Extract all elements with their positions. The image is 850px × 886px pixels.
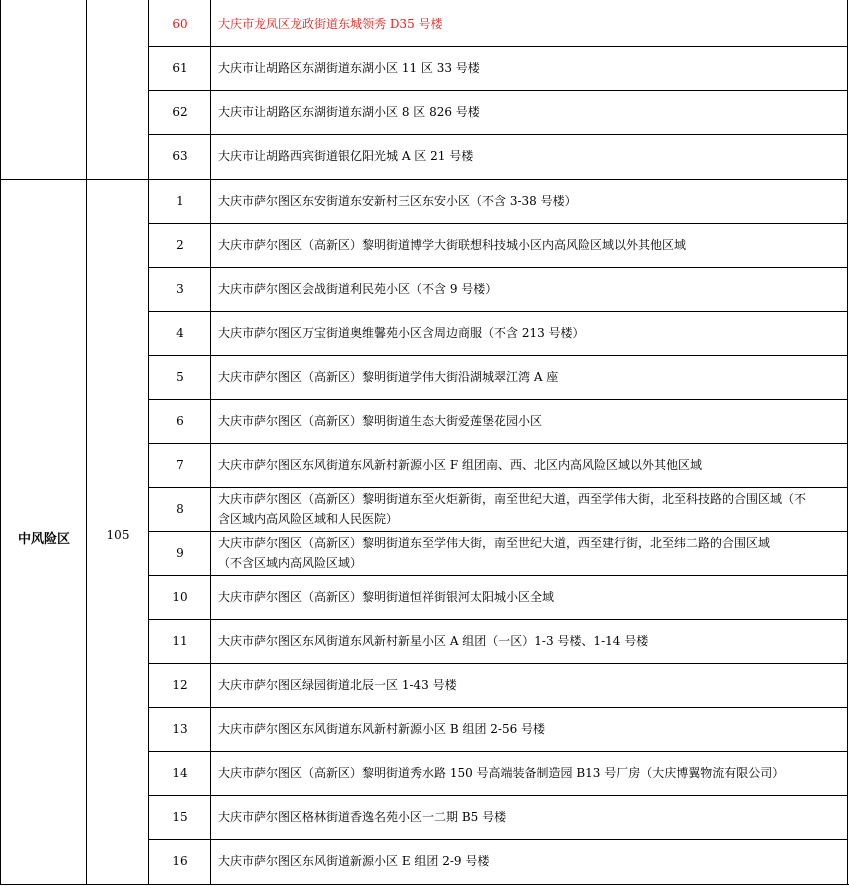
row-divider xyxy=(148,751,848,752)
row-address: 大庆市萨尔图区（高新区）黎明街道博学大街联想科技城小区内高风险区域以外其他区域 xyxy=(218,238,687,252)
row-address-line1: 大庆市萨尔图区（高新区）黎明街道东至火炬新街，南至世纪大道，西至学伟大街，北至科技路的合围区域（不 xyxy=(218,492,807,506)
row-divider xyxy=(148,355,848,356)
row-divider xyxy=(148,90,848,91)
row-address: 大庆市萨尔图区（高新区）黎明街道恒祥街银河太阳城小区全域 xyxy=(218,590,555,604)
row-number: 6 xyxy=(176,414,184,428)
col-divider-1 xyxy=(86,0,87,884)
row-address-line2: 含区域内高风险区域和人民医院） xyxy=(218,512,399,526)
row-number: 13 xyxy=(172,722,188,736)
row-number: 4 xyxy=(176,326,184,340)
row-divider xyxy=(148,707,848,708)
row-divider xyxy=(148,134,848,135)
row-number: 8 xyxy=(176,502,184,516)
row-address: 大庆市萨尔图区格林街道香逸名苑小区一二期 B5 号楼 xyxy=(218,810,507,824)
row-number: 60 xyxy=(172,17,188,31)
row-address-line2: （不含区域内高风险区域） xyxy=(218,556,363,570)
row-address: 大庆市萨尔图区绿园街道北辰一区 1-43 号楼 xyxy=(218,678,457,692)
row-number: 14 xyxy=(172,766,188,780)
row-number: 63 xyxy=(172,149,188,163)
row-number: 61 xyxy=(172,61,188,75)
row-divider xyxy=(148,487,848,488)
row-divider xyxy=(148,223,848,224)
row-address: 大庆市萨尔图区（高新区）黎明街道学伟大街沿湖城翠江湾 A 座 xyxy=(218,370,559,384)
row-divider xyxy=(148,619,848,620)
row-address: 大庆市萨尔图区万宝街道奥维馨苑小区含周边商服（不含 213 号楼） xyxy=(218,326,585,340)
row-address: 大庆市萨尔图区东风街道东风新村新源小区 B 组团 2-56 号楼 xyxy=(218,722,546,736)
row-number: 1 xyxy=(176,194,184,208)
row-number: 3 xyxy=(176,282,184,296)
row-divider xyxy=(148,839,848,840)
row-number: 62 xyxy=(172,105,188,119)
row-number: 11 xyxy=(172,634,188,648)
row-number: 15 xyxy=(172,810,188,824)
row-address: 大庆市萨尔图区东风街道东风新村新源小区 F 组团南、西、北区内高风险区域以外其他区域 xyxy=(218,458,702,472)
row-address: 大庆市让胡路西宾街道银亿阳光城 A 区 21 号楼 xyxy=(218,149,474,163)
row-divider xyxy=(148,795,848,796)
row-address-line1: 大庆市萨尔图区（高新区）黎明街道东至学伟大街，南至世纪大道，西至建行街，北至纬二路的合围区域 xyxy=(218,536,771,550)
row-divider xyxy=(148,311,848,312)
row-divider xyxy=(148,443,848,444)
row-address: 大庆市让胡路区东湖街道东湖小区 8 区 826 号楼 xyxy=(218,105,480,119)
row-divider xyxy=(148,399,848,400)
row-address: 大庆市萨尔图区东风街道东风新村新星小区 A 组团（一区）1-3 号楼、1-14 号楼 xyxy=(218,634,649,648)
row-divider xyxy=(148,531,848,532)
row-address: 大庆市萨尔图区（高新区）黎明街道秀水路 150 号高端装备制造园 B13 号厂房（大庆博翼物流有限公司） xyxy=(218,766,785,780)
section-divider xyxy=(1,179,848,180)
area-count: 105 xyxy=(106,528,130,542)
risk-level-label: 中风险区 xyxy=(17,532,70,547)
row-address: 大庆市萨尔图区东风街道新源小区 E 组团 2-9 号楼 xyxy=(218,854,490,868)
row-address: 大庆市萨尔图区会战街道利民苑小区（不含 9 号楼） xyxy=(218,282,498,296)
row-number: 16 xyxy=(172,854,188,868)
row-number: 9 xyxy=(176,546,184,560)
row-address: 大庆市让胡路区东湖街道东湖小区 11 区 33 号楼 xyxy=(218,61,480,75)
row-number: 2 xyxy=(176,238,184,252)
row-divider xyxy=(148,575,848,576)
row-divider xyxy=(148,267,848,268)
row-divider xyxy=(148,663,848,664)
row-number: 5 xyxy=(176,370,184,384)
row-address: 大庆市龙凤区龙政街道东城领秀 D35 号楼 xyxy=(218,17,443,31)
row-number: 12 xyxy=(172,678,188,692)
row-divider xyxy=(148,46,848,47)
row-address: 大庆市萨尔图区东安街道东安新村三区东安小区（不含 3-38 号楼） xyxy=(218,194,577,208)
row-address: 大庆市萨尔图区（高新区）黎明街道生态大街爱莲堡花园小区 xyxy=(218,414,543,428)
row-number: 10 xyxy=(172,590,188,604)
row-number: 7 xyxy=(176,458,184,472)
